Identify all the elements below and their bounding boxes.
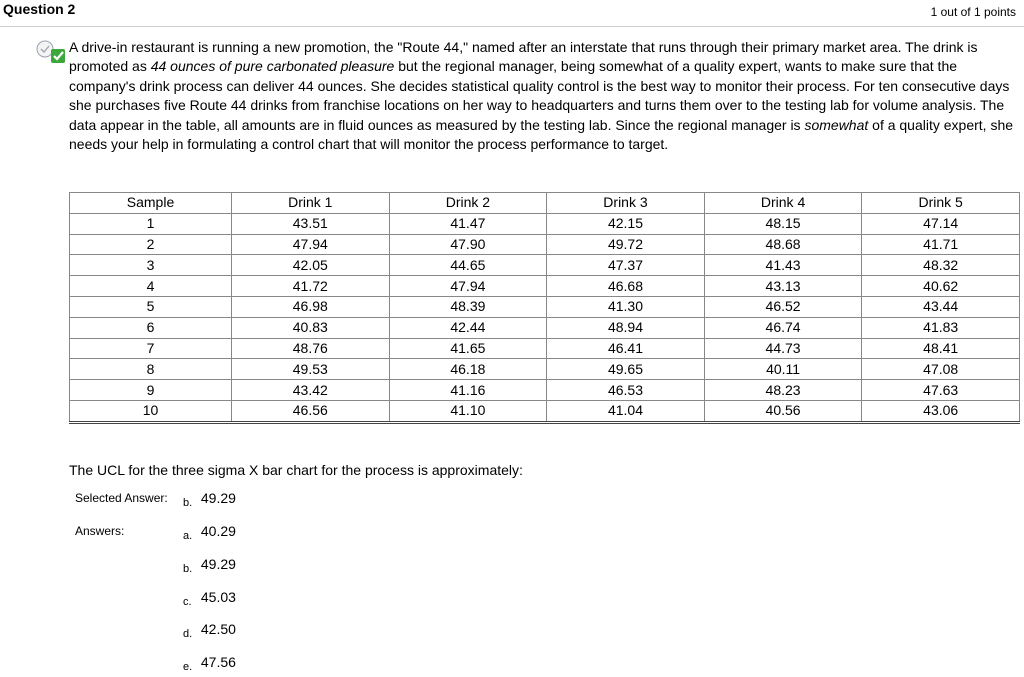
drink-4-cell: 46.52 [704, 296, 862, 317]
drink-3-cell: 41.30 [547, 296, 705, 317]
header-drink-4: Drink 4 [704, 193, 862, 214]
drink-5-cell: 47.08 [862, 359, 1020, 380]
drink-4-cell: 40.56 [704, 400, 862, 422]
drink-5-cell: 41.71 [862, 234, 1020, 255]
answer-option-a: a. 40.29 [183, 523, 236, 542]
drink-1-cell: 46.98 [232, 296, 390, 317]
drink-2-cell: 47.94 [389, 276, 547, 297]
drink-4-cell: 48.23 [704, 380, 862, 401]
sample-cell: 6 [70, 317, 232, 338]
drink-3-cell: 46.53 [547, 380, 705, 401]
drink-4-cell: 44.73 [704, 338, 862, 359]
drink-3-cell: 48.94 [547, 317, 705, 338]
header-sample: Sample [70, 193, 232, 214]
drink-3-cell: 42.15 [547, 213, 705, 234]
selected-answer: b. 49.29 [183, 490, 236, 509]
drink-1-cell: 42.05 [232, 255, 390, 276]
ucl-question: The UCL for the three sigma X bar chart for the process is approximately: [69, 462, 523, 478]
question-header [0, 0, 1024, 27]
header-drink-3: Drink 3 [547, 193, 705, 214]
answer-option-d: d. 42.50 [183, 621, 236, 640]
sample-cell: 7 [70, 338, 232, 359]
drink-3-cell: 41.04 [547, 400, 705, 422]
drink-1-cell: 47.94 [232, 234, 390, 255]
drink-5-cell: 43.06 [862, 400, 1020, 422]
drink-2-cell: 42.44 [389, 317, 547, 338]
sample-cell: 4 [70, 276, 232, 297]
drink-4-cell: 48.15 [704, 213, 862, 234]
answer-option-b: b. 49.29 [183, 556, 236, 575]
table-row [70, 234, 1020, 255]
answers-label: Answers: [75, 524, 125, 538]
drink-2-cell: 46.18 [389, 359, 547, 380]
sample-cell: 10 [70, 400, 232, 422]
sample-cell: 1 [70, 213, 232, 234]
header-drink-5: Drink 5 [862, 193, 1020, 214]
points-score: 1 out of 1 points [930, 5, 1016, 19]
drink-2-cell: 44.65 [389, 255, 547, 276]
drink-5-cell: 48.41 [862, 338, 1020, 359]
drink-5-cell: 40.62 [862, 276, 1020, 297]
drink-1-cell: 43.42 [232, 380, 390, 401]
table-row [70, 400, 1020, 422]
table-row [70, 255, 1020, 276]
table-header-row [70, 193, 1020, 214]
correct-check-icon [35, 39, 67, 65]
drink-2-cell: 48.39 [389, 296, 547, 317]
header-drink-2: Drink 2 [389, 193, 547, 214]
table-row [70, 380, 1020, 401]
drink-5-cell: 43.44 [862, 296, 1020, 317]
drink-5-cell: 41.83 [862, 317, 1020, 338]
sample-cell: 9 [70, 380, 232, 401]
table-row [70, 317, 1020, 338]
drink-3-cell: 49.72 [547, 234, 705, 255]
sample-cell: 8 [70, 359, 232, 380]
table-row [70, 338, 1020, 359]
drink-3-cell: 49.65 [547, 359, 705, 380]
sample-cell: 3 [70, 255, 232, 276]
drink-3-cell: 46.68 [547, 276, 705, 297]
drink-4-cell: 41.43 [704, 255, 862, 276]
drink-1-cell: 49.53 [232, 359, 390, 380]
drink-5-cell: 48.32 [862, 255, 1020, 276]
question-prompt: A drive-in restaurant is running a new promotion, the "Route 44," named after an interstate that runs through their primary market area. The drink is promoted as 44 ounces of pure carbonated pleasure but the regional manager, being somewhat of a quality expert, wants to make sure that the company's drink process can deliver 44 ounces. She decides statistical quality control is the best way to monitor their process. For ten consecutive days she purchases five Route 44 drinks from franchise locations on her way to headquarters and turns them over to the testing lab for volume analysis. The data appear in the table, all amounts are in fluid ounces as measured by the testing lab. Since the regional manager is somewhat of a quality expert, she needs your help in formulating a control chart that will monitor the process performance to target. [69, 39, 1014, 153]
question-title: Question 2 [3, 1, 76, 17]
drink-3-cell: 47.37 [547, 255, 705, 276]
drink-4-cell: 40.11 [704, 359, 862, 380]
drink-5-cell: 47.14 [862, 213, 1020, 234]
drink-2-cell: 41.65 [389, 338, 547, 359]
selected-answer-label: Selected Answer: [75, 491, 168, 505]
drink-1-cell: 41.72 [232, 276, 390, 297]
drink-4-cell: 46.74 [704, 317, 862, 338]
answer-option-e: e. 47.56 [183, 654, 236, 673]
drink-volume-table [69, 192, 1020, 424]
drink-1-cell: 48.76 [232, 338, 390, 359]
drink-2-cell: 41.10 [389, 400, 547, 422]
drink-4-cell: 48.68 [704, 234, 862, 255]
table-row [70, 213, 1020, 234]
drink-1-cell: 43.51 [232, 213, 390, 234]
drink-3-cell: 46.41 [547, 338, 705, 359]
table-row [70, 359, 1020, 380]
sample-cell: 2 [70, 234, 232, 255]
drink-2-cell: 41.47 [389, 213, 547, 234]
drink-4-cell: 43.13 [704, 276, 862, 297]
drink-2-cell: 41.16 [389, 380, 547, 401]
drink-5-cell: 47.63 [862, 380, 1020, 401]
answer-option-c: c. 45.03 [183, 589, 236, 608]
header-drink-1: Drink 1 [232, 193, 390, 214]
sample-cell: 5 [70, 296, 232, 317]
drink-2-cell: 47.90 [389, 234, 547, 255]
table-row [70, 276, 1020, 297]
drink-1-cell: 40.83 [232, 317, 390, 338]
table-row [70, 296, 1020, 317]
drink-1-cell: 46.56 [232, 400, 390, 422]
